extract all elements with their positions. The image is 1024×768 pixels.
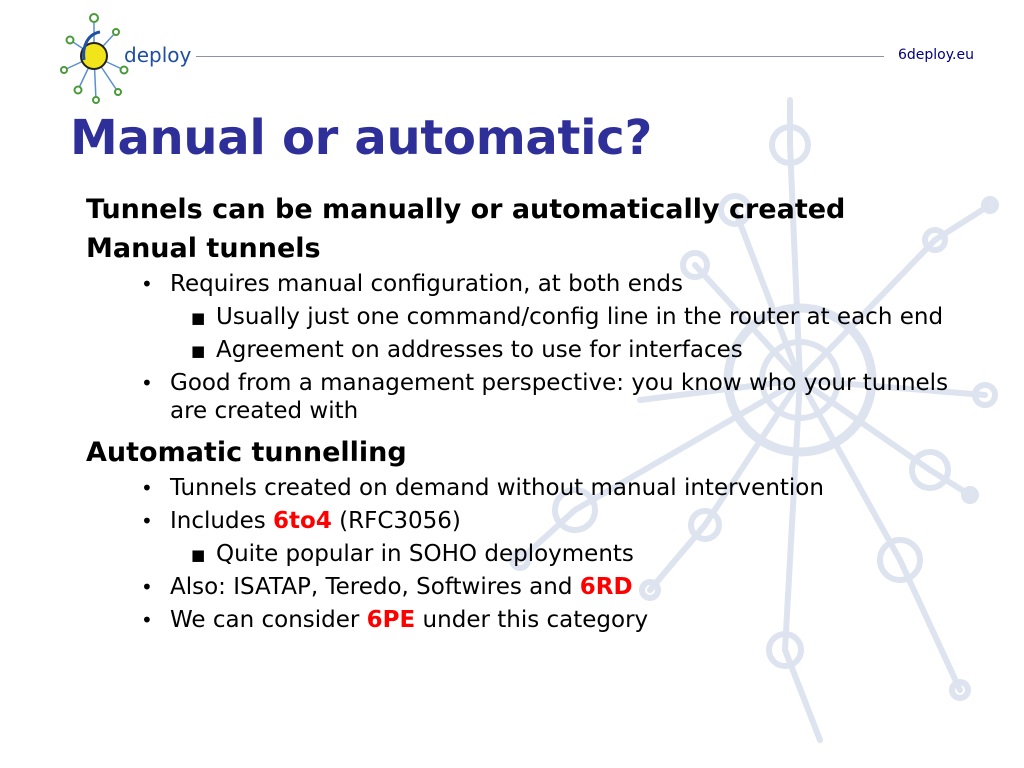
highlight-6rd: 6RD xyxy=(579,574,633,600)
bullet-dot-icon: • xyxy=(141,371,153,395)
slide-title: Manual or automatic? xyxy=(70,110,653,166)
bullet-dot-icon: • xyxy=(141,509,153,533)
manual-heading: Manual tunnels xyxy=(86,233,321,264)
highlight-6to4: 6to4 xyxy=(273,508,332,534)
square-bullet-icon: ■ xyxy=(191,309,206,327)
slide-content xyxy=(86,192,966,639)
header-divider xyxy=(196,56,884,57)
bullet-dot-icon: • xyxy=(141,476,153,500)
6deploy-logo xyxy=(52,10,222,106)
sub-bullet-item: ■ Agreement on addresses to use for interfaces xyxy=(191,337,743,363)
square-bullet-icon: ■ xyxy=(191,342,206,360)
site-url: 6deploy.eu xyxy=(898,47,974,63)
bullet-item: • Requires manual configuration, at both ends xyxy=(141,271,684,297)
bullet-dot-icon: • xyxy=(141,575,153,599)
highlight-6pe: 6PE xyxy=(366,607,416,633)
bullet-item: • Also: ISATAP, Teredo, Softwires and 6RD xyxy=(141,574,633,600)
svg-text:deploy: deploy xyxy=(124,43,192,67)
square-bullet-icon: ■ xyxy=(191,546,206,564)
bullet-dot-icon: • xyxy=(141,608,153,632)
intro-line: Tunnels can be manually or automatically created xyxy=(86,194,846,225)
bullet-item: • Tunnels created on demand without manual intervention xyxy=(141,475,824,501)
bullet-item: • Includes 6to4 (RFC3056) xyxy=(141,508,461,534)
bullet-dot-icon: • xyxy=(141,272,153,296)
automatic-heading: Automatic tunnelling xyxy=(86,437,407,468)
sub-bullet-item: ■ Quite popular in SOHO deployments xyxy=(191,541,634,567)
bullet-item: • We can consider 6PE under this category xyxy=(141,607,649,633)
sub-bullet-item: ■ Usually just one command/config line in the router at each end xyxy=(191,304,944,330)
bullet-item: • Good from a management perspective: you know who your tunnels are created with xyxy=(141,370,949,424)
